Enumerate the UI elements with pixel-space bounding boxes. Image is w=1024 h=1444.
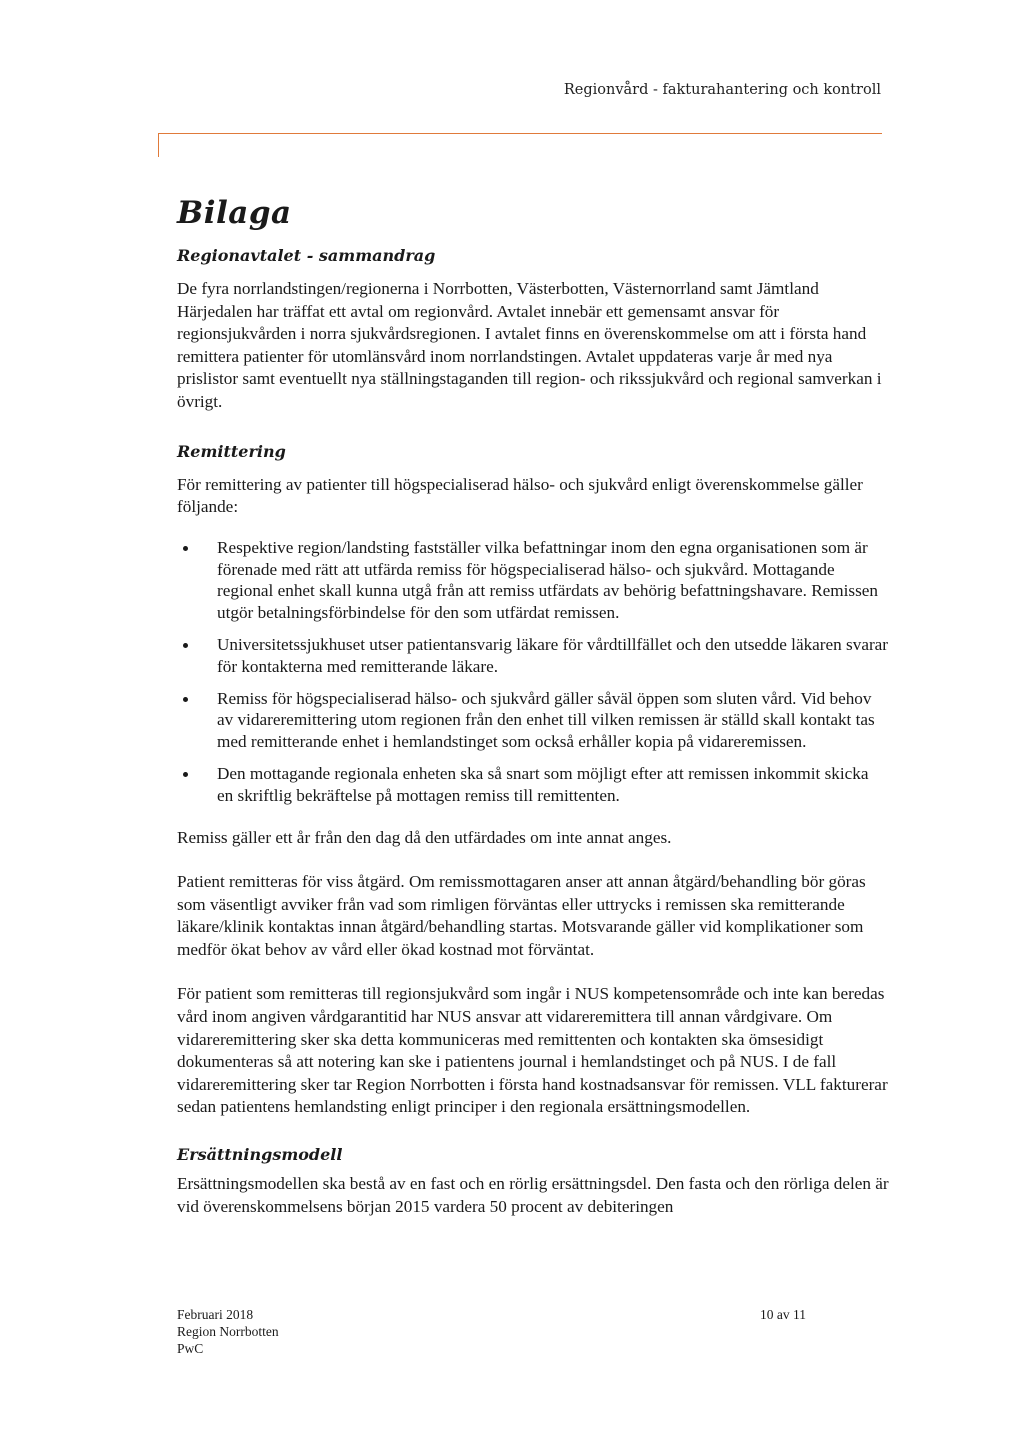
list-item-text: Universitetssjukhuset utser patientansvarig läkare för vårdtillfället och den utsedde läkaren svarar för kontakterna med remitterande läkare. [217,634,889,676]
heading-ersattningsmodell: Ersättningsmodell [177,1145,343,1165]
bullet-icon [183,697,188,702]
header-rule [158,133,882,134]
paragraph-regionavtalet: De fyra norrlandstingen/regionerna i Norrbotten, Västerbotten, Västernorrland samt Jämtland Härjedalen har träffat ett avtal om regionvård. Avtalet innebär ett gemensamt ansvar för regionsjukvården i norra sjukvårdsregionen. I avtalet finns en överenskommelse om att i första hand remittera patienter för utomlänsvård inom norrlandstingen. Avtalet uppdateras varje år med nya prislistor samt eventuellt nya ställningstaganden till region- och rikssjukvård och regional samverkan i övrigt. [177,279,882,411]
paragraph-nus-responsibility: För patient som remitteras till regionsjukvård som ingår i NUS kompetensområde och inte kan beredas vård inom angiven vårdgarantitid har NUS ansvar att vidareremittera till annan vårdgivare. Om vidareremittering sker ska detta kommuniceras med remittenten och kontakten ska ömsesidigt dokumenteras så att notering kan ske i patientens journal i hemlandstinget och på NUS. I de fall vidareremittering sker tar Region Norrbotten i första hand kostnadsansvar för remissen. VLL fakturerar sedan patientens hemlandsting enligt principer i den regionala ersättningsmodellen. [177,984,888,1117]
list-item-text: Den mottagande regionala enheten ska så snart som möjligt efter att remissen inkommit skicka en skriftlig bekräftelse på mottagen remiss till remittenten. [217,763,869,805]
paragraph-remittering-intro: För remittering av patienter till högspecialiserad hälso- och sjukvård enligt överenskommelse gäller följande: [177,474,863,517]
remittering-bullet-list [177,537,889,807]
document-body [177,188,889,1218]
heading-regionavtalet: Regionavtalet - sammandrag [177,246,436,265]
bullet-icon [183,772,188,777]
footer-info [177,1306,279,1357]
running-header: Regionvård - fakturahantering och kontroll [563,82,881,98]
footer-organization: Region Norrbotten [177,1324,279,1339]
bullet-icon [183,546,188,551]
list-item [177,763,889,807]
bullet-icon [183,643,188,648]
list-item-text: Respektive region/landsting fastställer vilka befattningar inom den egna organisationen som är förenade med rätt att utfärda remiss för högspecialiserad hälso- och sjukvård. Mottagande regional enhet skall kunna utgå från att remiss utfärdats av behörig befattningshavare. Remissen utgör betalningsförbindelse för den som utfärdat remissen. [217,537,879,623]
paragraph-remiss-validity: Remiss gäller ett år från den dag då den utfärdades om inte annat anges. [177,827,672,847]
footer-date: Februari 2018 [177,1307,254,1322]
page-number: 10 av 11 [760,1307,806,1322]
list-item [177,688,889,753]
list-item [177,537,889,624]
document-title: Bilaga [177,195,292,231]
footer-author: PwC [177,1341,204,1356]
paragraph-ersattningsmodell: Ersättningsmodellen ska bestå av en fast och en rörlig ersättningsdel. Den fasta och den rörliga delen är vid överenskommelsens början 2015 vardera 50 procent av debiteringen [177,1174,889,1216]
paragraph-remiss-action: Patient remitteras för viss åtgärd. Om remissmottagaren anser att annan åtgärd/behandling bör göras som väsentligt avviker från vad som rimligen förväntas eller uttrycks i remissen ska remitterande läkare/klinik kontaktas innan åtgärd/behandling startas. Motsvarande gäller vid komplikationer som medför ökat behov av vård eller ökad kostnad mot förväntat. [177,872,866,959]
list-item [177,634,889,678]
heading-remittering: Remittering [177,441,286,461]
header-rule-tick [158,133,159,157]
list-item-text: Remiss för högspecialiserad hälso- och sjukvård gäller såväl öppen som sluten vård. Vid behov av vidareremittering utom regionen från den enhet till vilken remissen är ställd skall kontakt tas med remitterande enhet i hemlandstinget som också erhåller kopia på vidareremissen. [217,688,875,752]
